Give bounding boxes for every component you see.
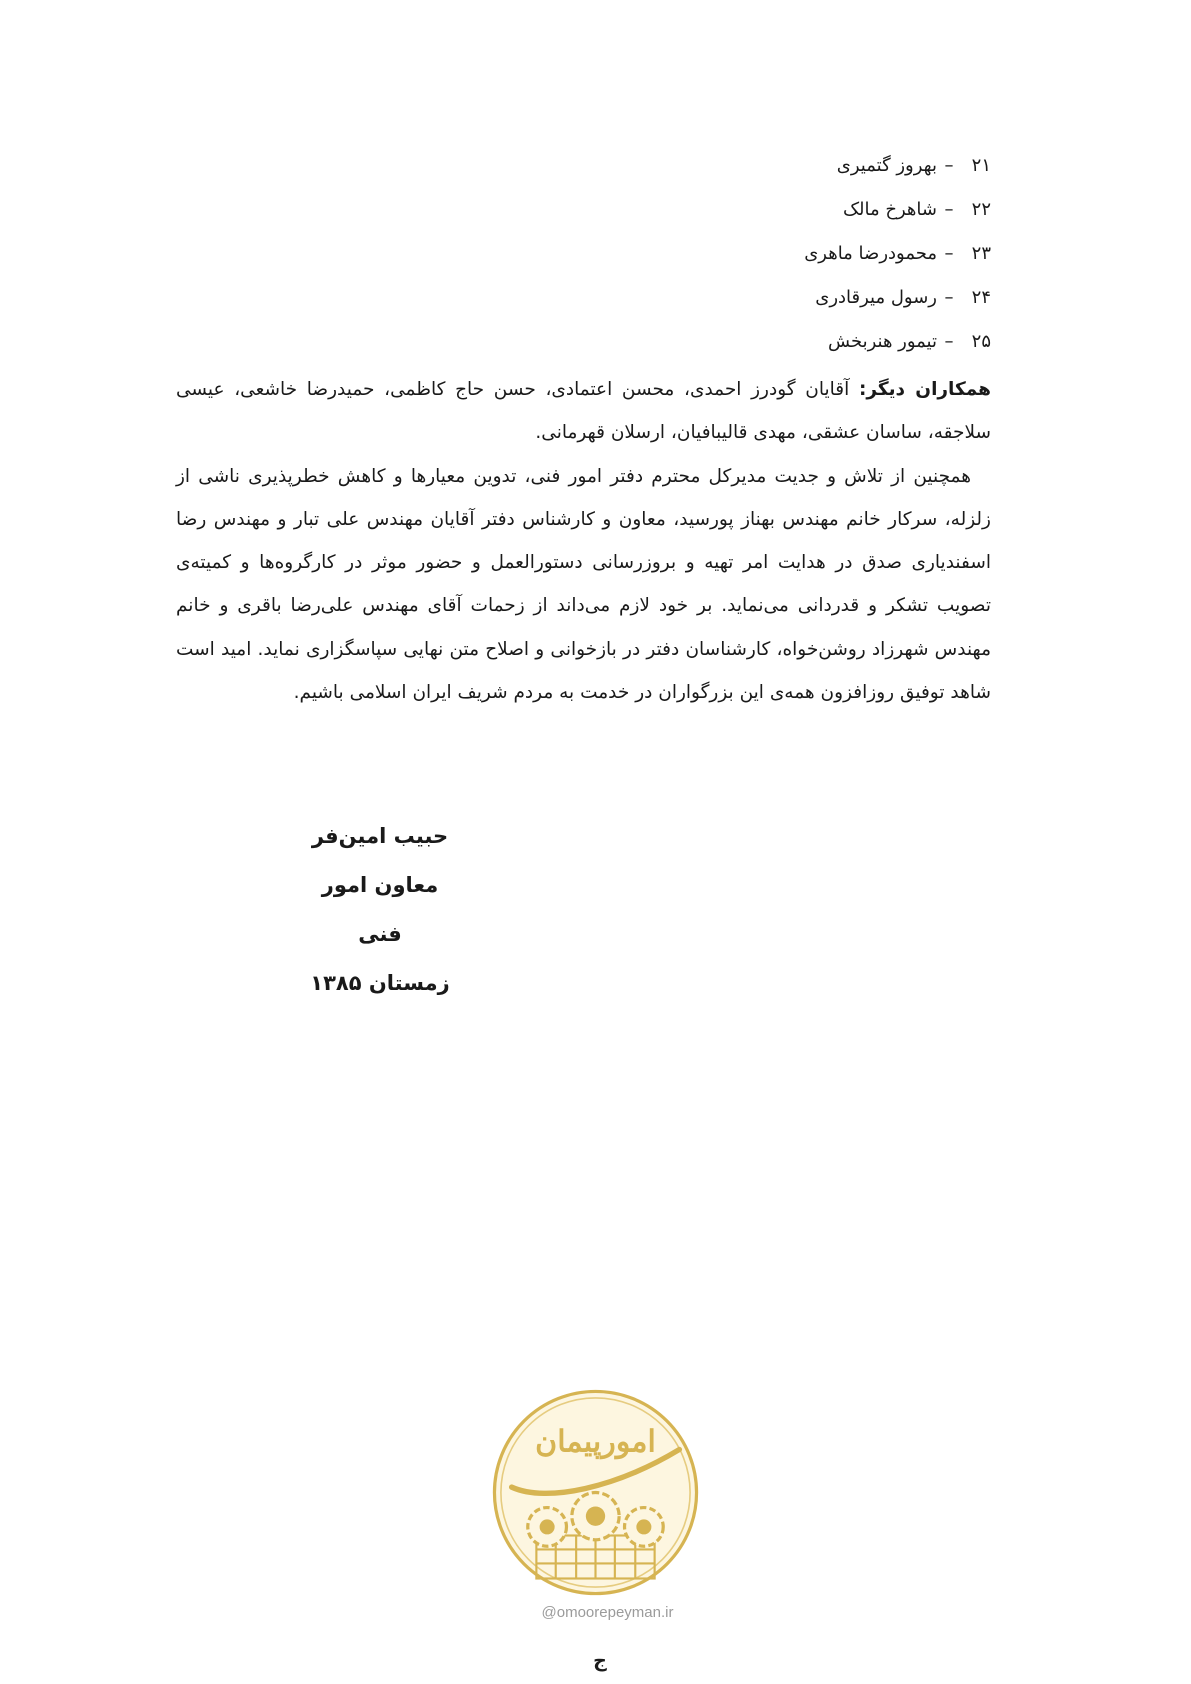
list-item bbox=[571, 232, 991, 276]
page-number: ج bbox=[593, 1650, 607, 1672]
list-item-dash: – bbox=[944, 287, 954, 308]
signature-block bbox=[300, 812, 460, 1008]
list-item-number: ۲۵ bbox=[971, 331, 991, 352]
list-item-number: ۲۴ bbox=[971, 287, 991, 308]
list-item-name: رسول میرقادری bbox=[815, 287, 937, 308]
list-item-name: بهروز گتمیری bbox=[836, 155, 937, 176]
logo-lettering: امورپیمان bbox=[535, 1424, 656, 1460]
list-item-dash: – bbox=[944, 331, 954, 352]
list-item-dash: – bbox=[944, 199, 954, 220]
acknowledgement-paragraph: همچنین از تلاش و جدیت مدیرکل محترم دفتر امور فنی، تدوین معیارها و کاهش خطرپذیری ناشی از زلزله، سرکار خانم مهندس بهناز پورسید، معاون و کارشناس دفتر آقایان مهندس علی تبار و مهندس رضا اسفندیاری صدق در هدایت امر تهیه و بروزرسانی دستورالعمل و حضور موثر در کارگروه‌ها و کمیته‌ی تصویب تشکر و قدردانی می‌نماید. بر خود لازم می‌داند از زحمات آقای مهندس علی‌رضا باقری و خانم مهندس شهرزاد روشن‌خواه، کارشناسان دفتر در بازخوانی و اصلاح متن نهایی سپاسگزاری نماید. امید است شاهد توفیق روزافزون همه‌ی این بزرگواران در خدمت به مردم شریف ایران اسلامی باشیم. bbox=[176, 465, 991, 704]
list-item bbox=[571, 320, 991, 364]
signatory-position: معاون امور فنی bbox=[321, 873, 439, 946]
list-item bbox=[571, 144, 991, 188]
list-item bbox=[571, 188, 991, 232]
contributors-list bbox=[571, 144, 991, 364]
list-item-number: ۲۳ bbox=[971, 243, 991, 264]
colleagues-paragraph bbox=[176, 368, 991, 455]
list-item-dash: – bbox=[944, 155, 954, 176]
list-item-name: محمودرضا ماهری bbox=[804, 243, 937, 264]
watermark-logo bbox=[488, 1385, 703, 1600]
signatory-name: حبیب امین‌فر bbox=[311, 824, 449, 848]
list-item-number: ۲۲ bbox=[971, 199, 991, 220]
list-item-dash: – bbox=[944, 243, 954, 264]
list-item bbox=[571, 276, 991, 320]
list-item-number: ۲۱ bbox=[971, 155, 991, 176]
colleagues-label: همکاران دیگر: bbox=[858, 379, 991, 400]
body-text bbox=[176, 368, 991, 714]
signature-date: زمستان ۱۳۸۵ bbox=[310, 971, 450, 995]
colleagues-text: آقایان گودرز احمدی، محسن اعتمادی، حسن حاج کاظمی، حمیدرضا خاشعی، عیسی سلاجقه، ساسان عشقی، مهدی قالیبافیان، ارسلان قهرمانی. bbox=[176, 379, 991, 444]
list-item-name: شاهرخ مالک bbox=[842, 199, 937, 220]
list-item-name: تیمور هنربخش bbox=[828, 331, 937, 352]
logo-emblem-icon bbox=[488, 1385, 703, 1600]
watermark-url: @omoorepeyman.ir bbox=[541, 1604, 674, 1621]
